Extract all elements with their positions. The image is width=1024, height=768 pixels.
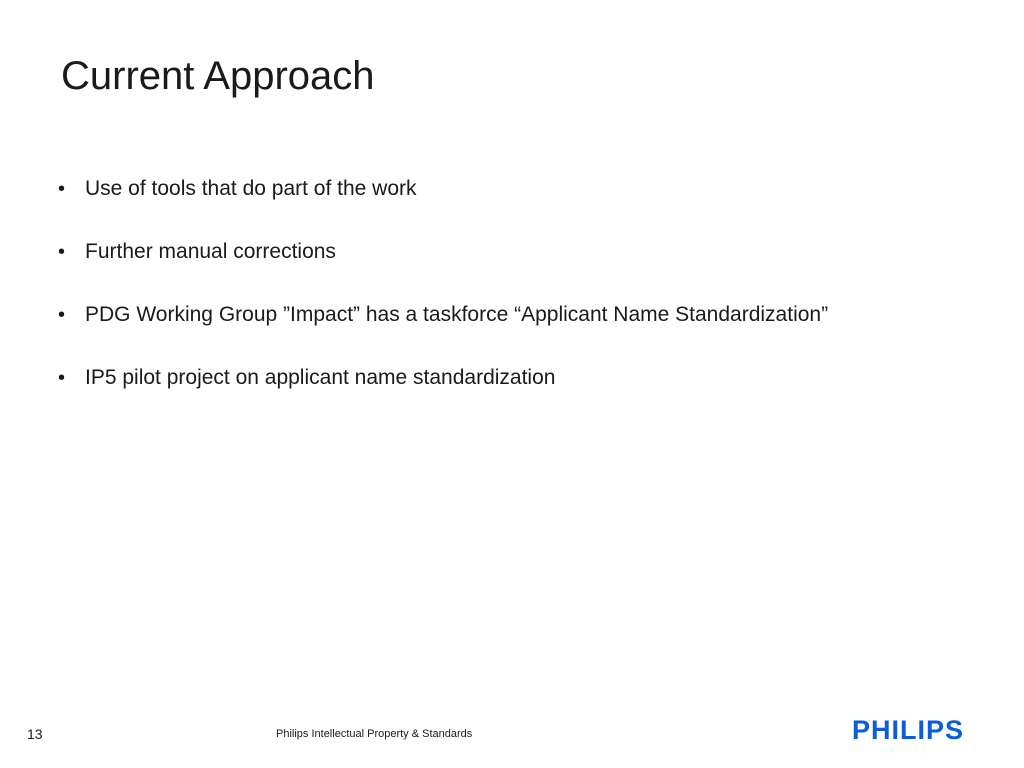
- bullet-item: [58, 233, 988, 296]
- footer-organization: Philips Intellectual Property & Standards: [276, 728, 473, 740]
- bullet-marker-icon: •: [58, 178, 66, 200]
- slide-title: Current Approach: [61, 54, 375, 98]
- page-number: 13: [27, 726, 43, 742]
- philips-logo: PHILIPS: [852, 715, 965, 745]
- bullet-text: IP5 pilot project on applicant name standardization: [85, 366, 556, 389]
- bullet-text: Use of tools that do part of the work: [85, 177, 417, 200]
- bullet-marker-icon: •: [58, 304, 66, 326]
- bullet-item: [58, 170, 988, 233]
- bullet-item: [58, 359, 988, 422]
- bullet-list: [58, 170, 988, 422]
- bullet-text: PDG Working Group ”Impact” has a taskforce “Applicant Name Standardization”: [85, 303, 829, 326]
- bullet-marker-icon: •: [58, 241, 66, 263]
- bullet-marker-icon: •: [58, 367, 66, 389]
- bullet-item: [58, 296, 988, 359]
- bullet-text: Further manual corrections: [85, 240, 336, 263]
